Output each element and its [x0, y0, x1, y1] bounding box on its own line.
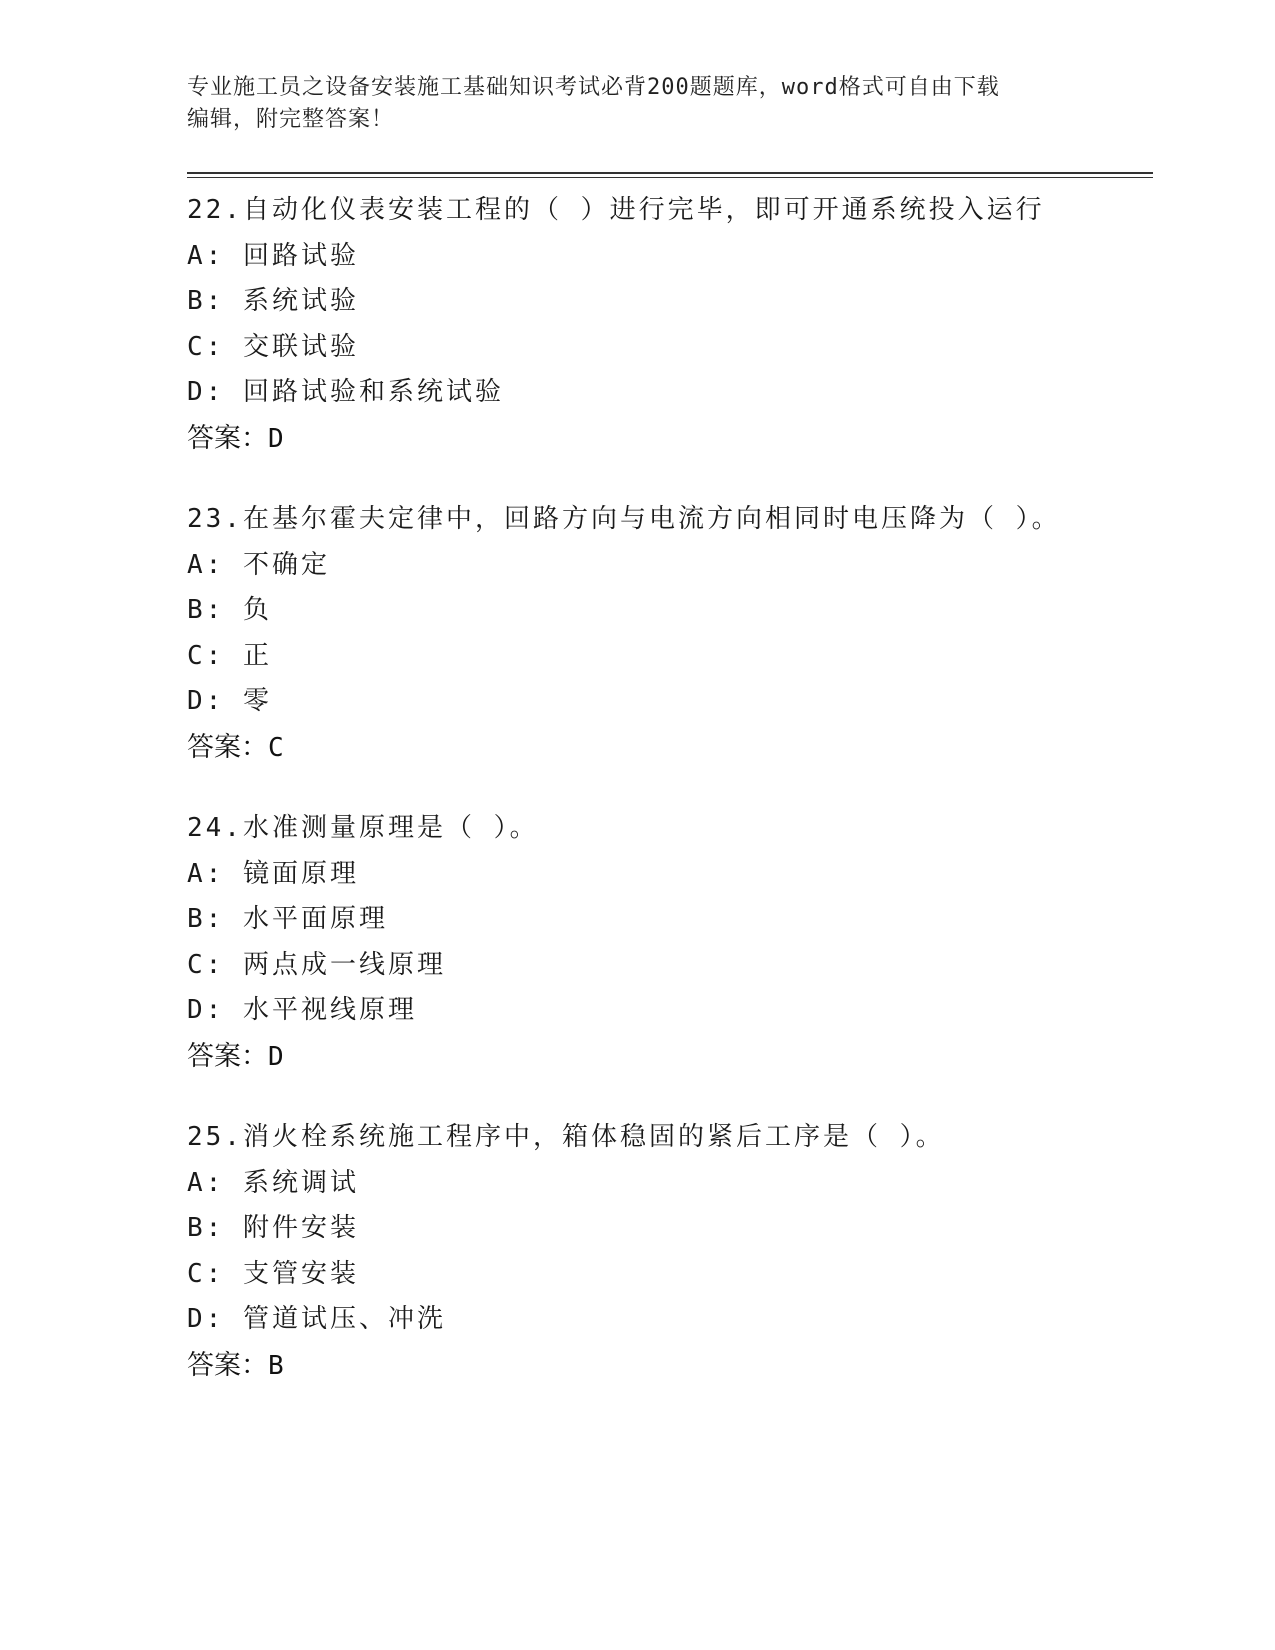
- question-stem: 25.消火栓系统施工程序中，箱体稳固的紧后工序是（ ）。: [187, 1122, 945, 1152]
- option-a: A: 镜面原理: [187, 858, 359, 889]
- option-b: B: 附件安装: [187, 1213, 359, 1243]
- header-divider: [187, 172, 1153, 178]
- document-header: [187, 72, 1087, 136]
- option-b: B: 系统试验: [187, 286, 359, 316]
- question-stem: 22.自动化仪表安装工程的（ ）进行完毕，即可开通系统投入运行: [187, 195, 1045, 225]
- option-a: A: 不确定: [187, 549, 330, 580]
- answer-label: 答案：: [187, 422, 268, 454]
- option-d: D: 回路试验和系统试验: [187, 377, 504, 407]
- question-22: [187, 188, 1153, 462]
- question-stem: 23.在基尔霍夫定律中，回路方向与电流方向相同时电压降为（ ）。: [187, 504, 1061, 534]
- option-c: C: 交联试验: [187, 331, 359, 362]
- option-a: A: 回路试验: [187, 240, 359, 271]
- question-23: [187, 497, 1153, 771]
- answer-line: [187, 416, 1153, 463]
- option-a: A: 系统调试: [187, 1167, 359, 1198]
- option-b: B: 水平面原理: [187, 904, 388, 934]
- document-page: [187, 72, 1153, 1424]
- answer-line: [187, 1343, 1153, 1390]
- answer-value: D: [268, 1041, 284, 1072]
- answer-line: [187, 1034, 1153, 1081]
- answer-label: 答案：: [187, 731, 268, 763]
- option-c: C: 两点成一线原理: [187, 949, 446, 980]
- answer-value: C: [268, 732, 284, 763]
- option-c: C: 正: [187, 640, 272, 671]
- answer-label: 答案：: [187, 1040, 268, 1072]
- question-list: [187, 188, 1153, 1389]
- answer-label: 答案：: [187, 1349, 268, 1381]
- option-b: B: 负: [187, 595, 272, 625]
- answer-line: [187, 725, 1153, 772]
- option-d: D: 零: [187, 686, 272, 716]
- question-stem: 24.水准测量原理是（ ）。: [187, 813, 539, 843]
- header-title-line-2: 编辑，附完整答案！: [187, 107, 395, 132]
- option-c: C: 支管安装: [187, 1258, 359, 1289]
- answer-value: B: [268, 1350, 284, 1381]
- question-24: [187, 806, 1153, 1080]
- header-title-line-1: 专业施工员之设备安装施工基础知识考试必背200题题库，word格式可自由下载: [187, 75, 1000, 100]
- option-d: D: 水平视线原理: [187, 995, 417, 1025]
- answer-value: D: [268, 423, 284, 454]
- option-d: D: 管道试压、冲洗: [187, 1304, 446, 1334]
- question-25: [187, 1115, 1153, 1389]
